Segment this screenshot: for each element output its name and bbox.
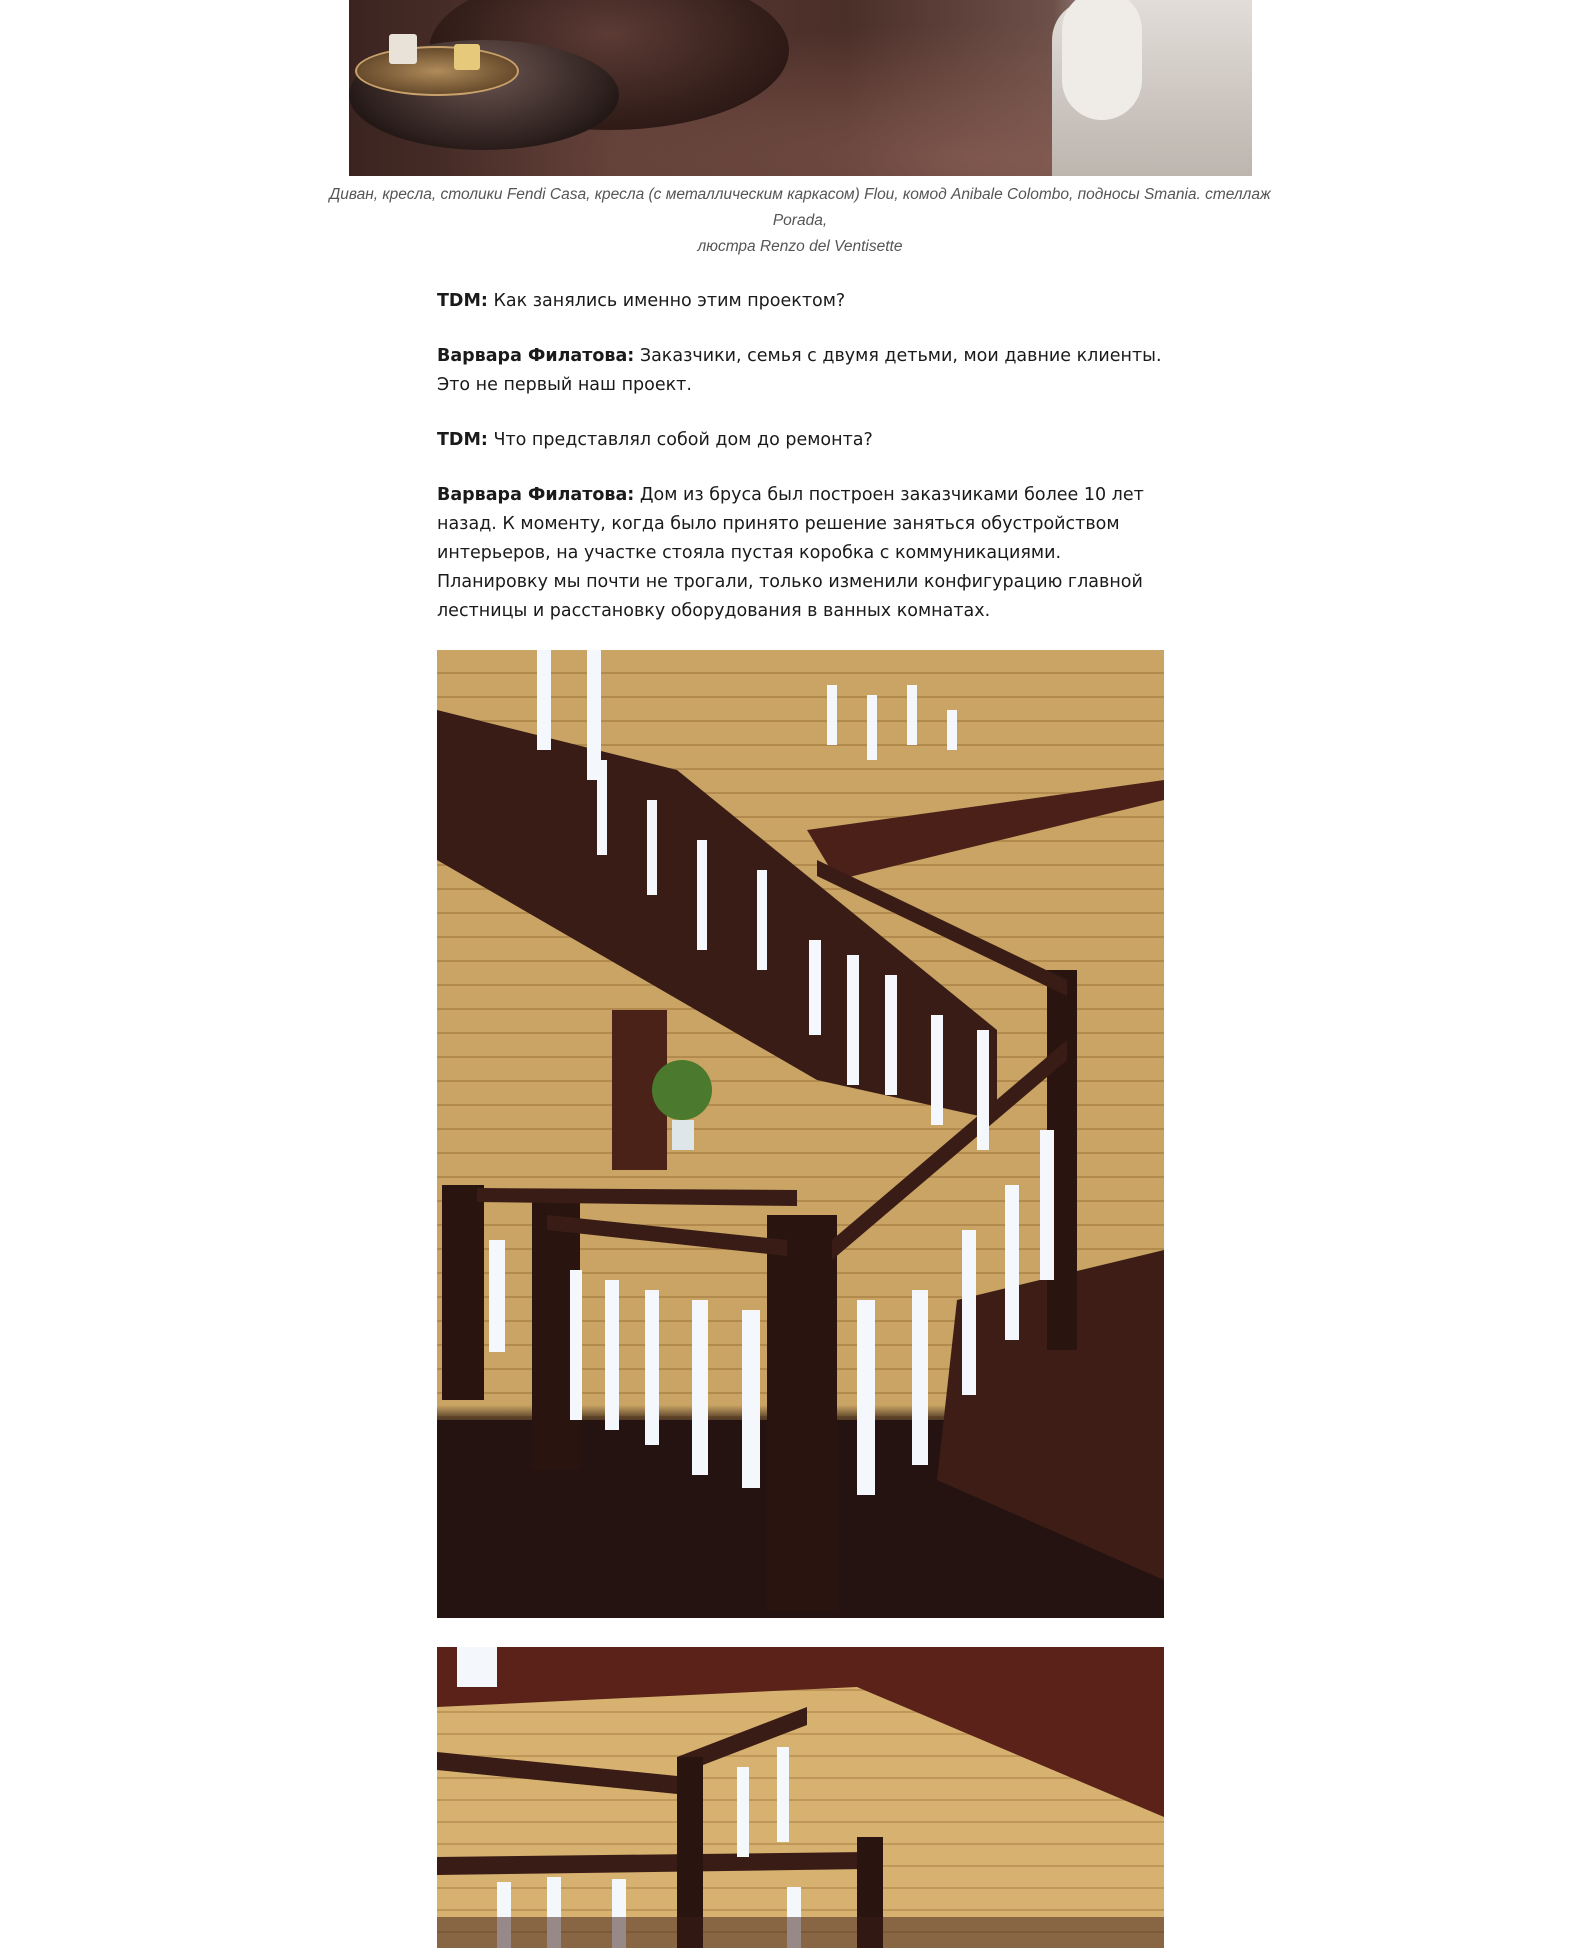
interview-paragraph (437, 287, 1167, 316)
staircase-photo-detail (437, 1647, 1164, 1948)
staircase-photo (437, 650, 1164, 1618)
glass-panel (457, 1647, 497, 1687)
glass-panel (931, 1015, 943, 1125)
interview-paragraph (437, 481, 1167, 626)
sofa-arm (1062, 0, 1142, 120)
glass-panel (1040, 1130, 1054, 1280)
shadow (437, 1917, 1164, 1948)
glass-panel (605, 1280, 619, 1430)
staircase-illustration (437, 650, 1164, 1618)
article-body (437, 287, 1167, 652)
glass-panel (537, 650, 551, 750)
paragraph-text: Как занялись именно этим проектом? (487, 291, 846, 311)
glass-panel (587, 650, 601, 780)
glass-panel (737, 1767, 749, 1857)
upper-landing (807, 780, 1164, 880)
glass-panel (977, 1030, 989, 1150)
glass-panel (742, 1310, 760, 1488)
glass-panel (1005, 1185, 1019, 1340)
tray (355, 46, 519, 96)
paragraph-text: Что представлял собой дом до ремонта? (487, 430, 873, 450)
interview-paragraph (437, 342, 1167, 400)
candle (389, 34, 417, 64)
paragraph-text: Заказчики, семья с двумя детьми, мои давние клиенты. Это не первый наш проект. (437, 346, 1162, 395)
glass-panel (697, 840, 707, 950)
photo-caption (320, 182, 1280, 260)
plant (652, 1060, 712, 1120)
paragraph-text: Дом из бруса был построен заказчиками более 10 лет назад. К моменту, когда было принято решение заняться обустройством интерьеров, на участке стояла пустая коробка с коммуникациями. Планировку мы почти не трогали, только изменили конфигурацию главной лестницы и расстановку оборудования в ванных комнатах. (437, 485, 1144, 621)
glass-panel (847, 955, 859, 1085)
candle (454, 44, 480, 70)
speaker-label: Варвара Филатова: (437, 346, 635, 366)
glass-panel (777, 1747, 789, 1842)
glass-panel (827, 685, 837, 745)
glass-panel (907, 685, 917, 745)
caption-line-2: люстра Renzo del Ventisette (697, 238, 903, 255)
glass-panel (885, 975, 897, 1095)
interview-paragraph (437, 426, 1167, 455)
glass-panel (912, 1290, 928, 1465)
glass-panel (757, 870, 767, 970)
vase (672, 1120, 694, 1150)
living-room-photo (349, 0, 1252, 176)
handrail (547, 1215, 787, 1256)
glass-panel (645, 1290, 659, 1445)
caption-line-1: Диван, кресла, столики Fendi Casa, кресла (с металлическим каркасом) Flou, комод Anibale Colombo, подносы Smania. стеллаж Porada, (329, 186, 1271, 229)
glass-panel (692, 1300, 708, 1475)
glass-panel (809, 940, 821, 1035)
newel-post (442, 1185, 484, 1400)
speaker-label: TDM: (437, 291, 488, 311)
glass-panel (647, 800, 657, 895)
glass-panel (947, 710, 957, 750)
handrail (437, 1752, 687, 1795)
glass-panel (489, 1240, 505, 1352)
staircase-detail-illustration (437, 1647, 1164, 1948)
handrail (477, 1188, 797, 1206)
speaker-label: TDM: (437, 430, 488, 450)
speaker-label: Варвара Филатова: (437, 485, 635, 505)
glass-panel (962, 1230, 976, 1395)
newel-post (767, 1215, 837, 1610)
handrail (437, 1852, 867, 1875)
glass-panel (867, 695, 877, 760)
glass-panel (570, 1270, 582, 1420)
glass-panel (857, 1300, 875, 1495)
stair-underside (437, 1647, 1164, 1817)
